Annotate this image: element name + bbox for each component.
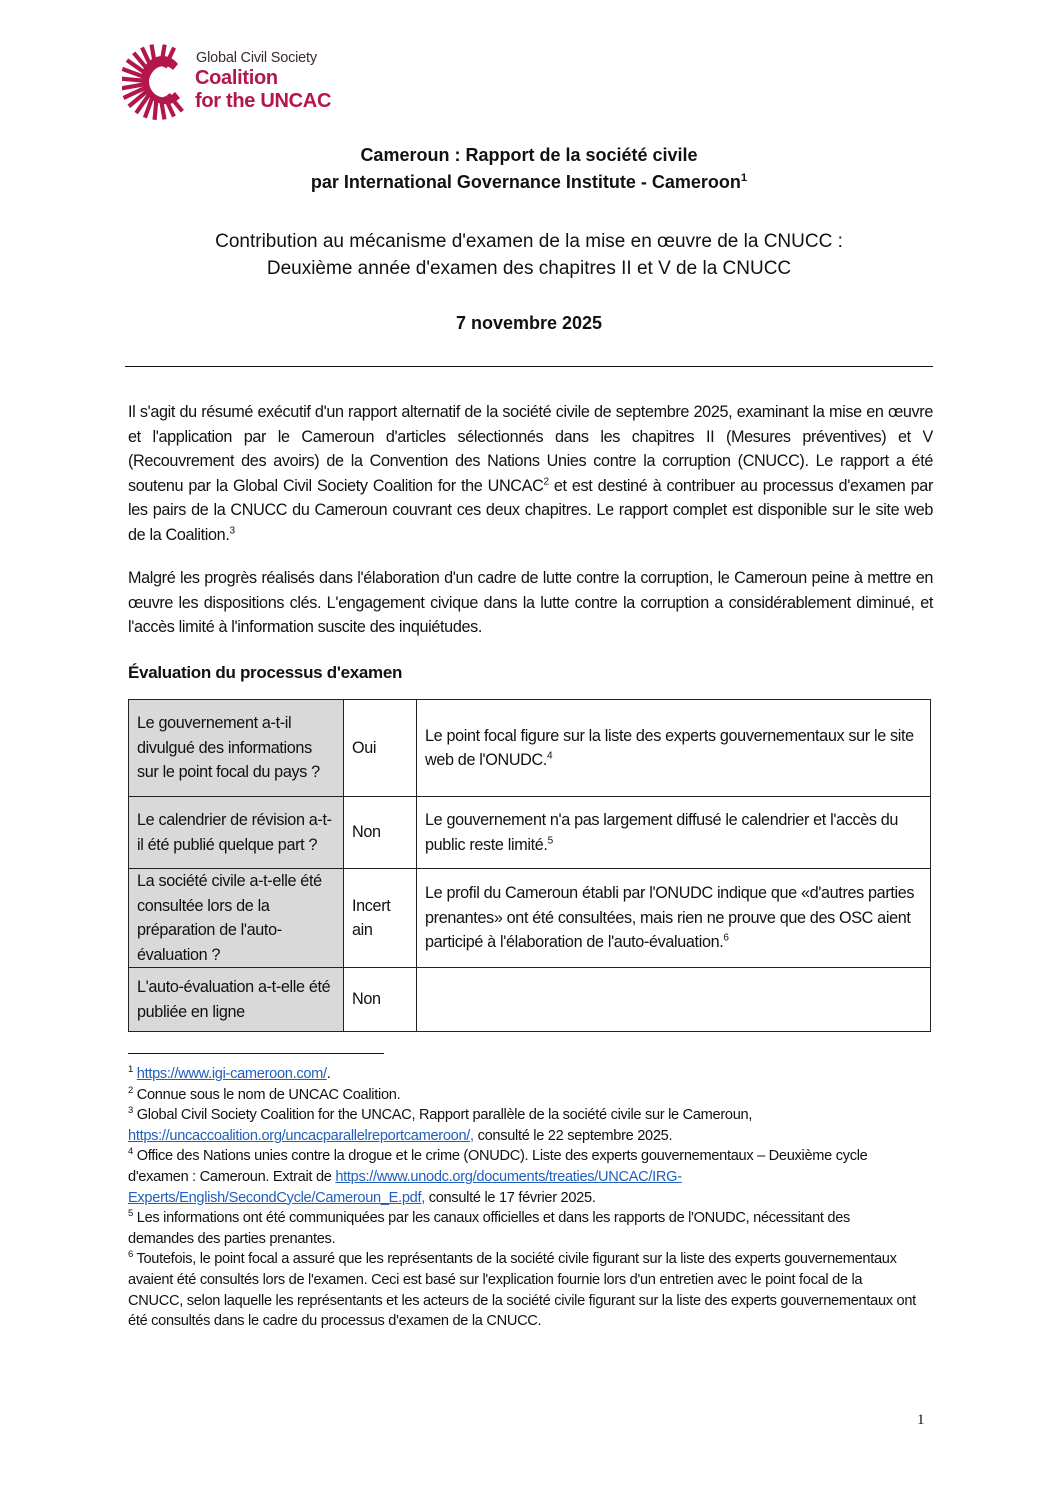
- footnote-number: 4: [128, 1146, 133, 1158]
- document-title: Cameroun : Rapport de la société civile: [360, 145, 698, 165]
- question-cell: Le gouvernement a-t-il divulgué des informations sur le point focal du pays ?: [129, 700, 344, 797]
- table-row: [129, 797, 931, 869]
- footnote-text: Office des Nations unies contre la drogue et le crime (ONUDC). Liste des experts gouvernementaux – Deuxième cycle d'examen : Cameroun. Extrait de: [128, 1148, 868, 1185]
- answer-cell: Incert ain: [344, 869, 417, 968]
- footnote-ref[interactable]: 5: [547, 835, 553, 847]
- logo-text-line3: for the UNCAC: [195, 90, 332, 112]
- comment-text: Le profil du Cameroun établi par l'ONUDC indique que «d'autres parties prenantes» ont été consultées, mais rien ne prouve que des OSC aient participé à l'élaboration de l'auto-évaluation.: [425, 884, 915, 952]
- author-text: par International Governance Institute - Cameroon: [310, 172, 741, 192]
- document-subtitle-line2: Deuxième année d'examen des chapitres II et V de la CNUCC: [266, 258, 792, 279]
- document-title-author: [0, 172, 1058, 193]
- footnote-ref[interactable]: 3: [229, 525, 235, 537]
- footnotes: [128, 1064, 918, 1332]
- footnote-number: 6: [128, 1249, 133, 1261]
- section-heading: Évaluation du processus d'examen: [128, 663, 403, 682]
- footnote-text: Toutefois, le point focal a assuré que les représentants de la société civile figurant sur la liste des experts gouvernementaux avaient été consultés lors de l'examen. Ceci est basé sur l'explication fournie lors d'un entretien avec le point focal de la CNUCC, selon laquelle les représentants et les acteurs de la société civile figurant sur la liste des experts gouvernementaux ont été consultés dans le cadre du processus d'examen de la CNUCC.: [128, 1251, 916, 1330]
- para-text: Il s'agit du résumé exécutif d'un rapport alternatif de la société civile de septembre 2025, examinant la mise en œuvre et l'application par le Cameroun d'articles sélectionnés dans les chapitres II (Mesures préventives) et V (Recouvrement des avoirs) de la Convention des Nations Unies contre la corruption (CNUCC). Le rapport a été soutenu par la Global Civil Society Coalition for the UNCAC: [128, 403, 933, 495]
- comment-cell: [417, 968, 931, 1032]
- comment-cell: [417, 797, 931, 869]
- header-divider: [125, 366, 933, 367]
- footnote-number: 2: [128, 1084, 133, 1096]
- table-row: [129, 700, 931, 797]
- question-cell: La société civile a-t-elle été consultée lors de la préparation de l'auto-évaluation ?: [129, 869, 344, 968]
- footnote-number: 3: [128, 1105, 133, 1117]
- footnote-5: [128, 1208, 918, 1249]
- logo-text-line1: Global Civil Society: [196, 50, 317, 66]
- footnote-text: Global Civil Society Coalition for the UNCAC, Rapport parallèle de la société civile sur le Cameroun,: [136, 1107, 753, 1124]
- footnote-3: [128, 1105, 918, 1146]
- footnote-separator: [128, 1053, 384, 1054]
- answer-cell: Oui: [344, 700, 417, 797]
- coalition-logo: [122, 42, 352, 122]
- coalition-sunburst-c-icon: [122, 42, 192, 122]
- footnote-link[interactable]: https://uncaccoalition.org/uncacparallelreportcameroon/,: [128, 1127, 474, 1144]
- answer-cell: Non: [344, 968, 417, 1032]
- comment-cell: [417, 700, 931, 797]
- comment-text: Le point focal figure sur la liste des experts gouvernementaux sur le site web de l'ONUDC.: [425, 726, 914, 769]
- footnote-ref[interactable]: 4: [546, 750, 553, 762]
- footnote-number: 1: [128, 1064, 133, 1076]
- question-cell: Le calendrier de révision a-t-il été publié quelque part ?: [129, 797, 344, 869]
- question-cell: L'auto-évaluation a-t-elle été publiée en ligne: [129, 968, 344, 1032]
- footnote-number: 5: [128, 1208, 133, 1220]
- summary-paragraph: [128, 400, 933, 547]
- footnote-text: Connue sous le nom de UNCAC Coalition.: [136, 1086, 401, 1103]
- table-row: [129, 968, 931, 1032]
- footnote-text: consulté le 22 septembre 2025.: [473, 1127, 673, 1144]
- footnote-link[interactable]: https://www.unodc.org/documents/treaties/UNCAC/IRG-Experts/English/SecondCycle/Cameroun_E.pdf,: [128, 1168, 682, 1206]
- footnote-text: .: [326, 1066, 331, 1082]
- footnote-ref[interactable]: 1: [740, 172, 748, 184]
- footnote-2: [128, 1085, 918, 1106]
- footnote-text: consulté le 17 février 2025.: [424, 1189, 596, 1206]
- footnote-4: [128, 1146, 918, 1208]
- document-subtitle-line1: Contribution au mécanisme d'examen de la mise en œuvre de la CNUCC :: [215, 231, 843, 252]
- answer-cell: Non: [344, 797, 417, 869]
- footnote-text: Les informations ont été communiquées par les canaux officielles et dans les rapports de l'ONUDC, nécessitant des demandes des parties prenantes.: [128, 1210, 851, 1247]
- para-text: et est destiné à contribuer au processus d'examen par les pairs de la CNUCC du Cameroun couvrant ces deux chapitres. Le rapport complet est disponible sur le site web de la Coalition.: [128, 476, 933, 544]
- findings-paragraph: Malgré les progrès réalisés dans l'élaboration d'un cadre de lutte contre la corruption, le Cameroun peine à mettre en œuvre les dispositions clés. L'engagement civique dans la lutte contre la corruption a considérablement diminué, et l'accès limité à l'information suscite des inquiétudes.: [128, 569, 933, 636]
- comment-cell: [417, 869, 931, 968]
- comment-text: Le gouvernement n'a pas largement diffusé le calendrier et l'accès du public reste limité.: [425, 811, 899, 854]
- table-row: [129, 869, 931, 968]
- footnote-6: [128, 1249, 918, 1331]
- footnote-1: [128, 1064, 918, 1085]
- footnote-ref[interactable]: 6: [723, 932, 729, 944]
- document-date: 7 novembre 2025: [455, 313, 603, 333]
- footnote-link[interactable]: https://www.igi-cameroon.com/: [136, 1066, 327, 1082]
- evaluation-table: [128, 699, 931, 1032]
- page-number: 1: [917, 1412, 925, 1428]
- footnote-ref[interactable]: 2: [543, 476, 549, 488]
- logo-text-line2: Coalition: [195, 67, 278, 89]
